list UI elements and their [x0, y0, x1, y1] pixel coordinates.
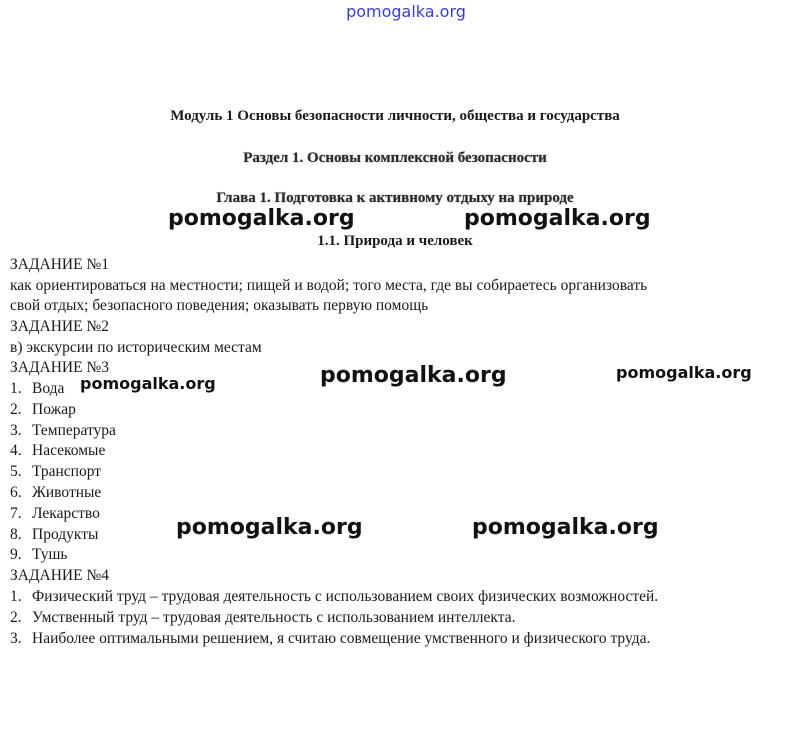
item-text: Насекомые [32, 442, 106, 459]
item-number: 8. [10, 526, 22, 543]
section-heading: Раздел 1. Основы комплексной безопасности [243, 150, 547, 166]
task1-title: ЗАДАНИЕ №1 [10, 256, 109, 273]
item-text: Тушь [32, 546, 68, 563]
watermark: pomogalka.org [616, 363, 752, 382]
task3-item [10, 484, 101, 502]
watermark: pomogalka.org [176, 515, 363, 540]
item-number: 3. [10, 630, 22, 647]
watermark: pomogalka.org [464, 206, 651, 231]
task3-item [10, 546, 67, 564]
chapter-heading: Глава 1. Подготовка к активному отдыху на природе [216, 190, 574, 206]
task2-title: ЗАДАНИЕ №2 [10, 318, 109, 335]
task4-title: ЗАДАНИЕ №4 [10, 567, 109, 584]
item-text: Наиболее оптимальными решением, я считаю совмещение умственного и физического труда. [32, 630, 651, 647]
task1-answer-line1: как ориентироваться на местности; пищей и водой; того места, где вы собираетесь организовать [10, 277, 648, 294]
item-text: Температура [32, 422, 116, 439]
item-text: Животные [32, 484, 102, 501]
task3-title: ЗАДАНИЕ №3 [10, 359, 109, 376]
item-text: Продукты [32, 526, 99, 543]
task3-item [10, 526, 98, 544]
item-number: 2. [10, 401, 22, 418]
item-text: Лекарство [32, 505, 100, 522]
task3-item [10, 401, 76, 419]
task4-item [10, 609, 515, 627]
item-number: 2. [10, 609, 22, 626]
task3-item [10, 442, 105, 460]
task3-item [10, 463, 101, 481]
task4-item [10, 588, 658, 606]
module-heading: Модуль 1 Основы безопасности личности, общества и государства [170, 108, 620, 124]
watermark: pomogalka.org [80, 374, 216, 393]
watermark: pomogalka.org [472, 515, 659, 540]
watermark-top: pomogalka.org [346, 2, 466, 21]
task4-item [10, 630, 650, 648]
item-number: 3. [10, 422, 22, 439]
item-number: 7. [10, 505, 22, 522]
item-text: Транспорт [32, 463, 102, 480]
task1-answer-line2: свой отдых; безопасного поведения; оказывать первую помощь [10, 297, 429, 314]
item-text: Вода [32, 380, 65, 397]
paragraph-heading: 1.1. Природа и человек [317, 233, 473, 249]
item-number: 5. [10, 463, 22, 480]
item-number: 9. [10, 546, 22, 563]
task2-answer: в) экскурсии по историческим местам [10, 339, 262, 356]
task3-item [10, 505, 100, 523]
task3-item [10, 422, 116, 440]
item-text: Пожар [32, 401, 76, 418]
item-number: 4. [10, 442, 22, 459]
item-text: Физический труд – трудовая деятельность с использованием своих физических возможностей. [32, 588, 659, 605]
item-text: Умственный труд – трудовая деятельность с использованием интеллекта. [32, 609, 516, 626]
watermark: pomogalka.org [168, 206, 355, 231]
item-number: 1. [10, 380, 22, 397]
item-number: 6. [10, 484, 22, 501]
task3-item [10, 380, 64, 398]
watermark: pomogalka.org [320, 363, 507, 388]
item-number: 1. [10, 588, 22, 605]
